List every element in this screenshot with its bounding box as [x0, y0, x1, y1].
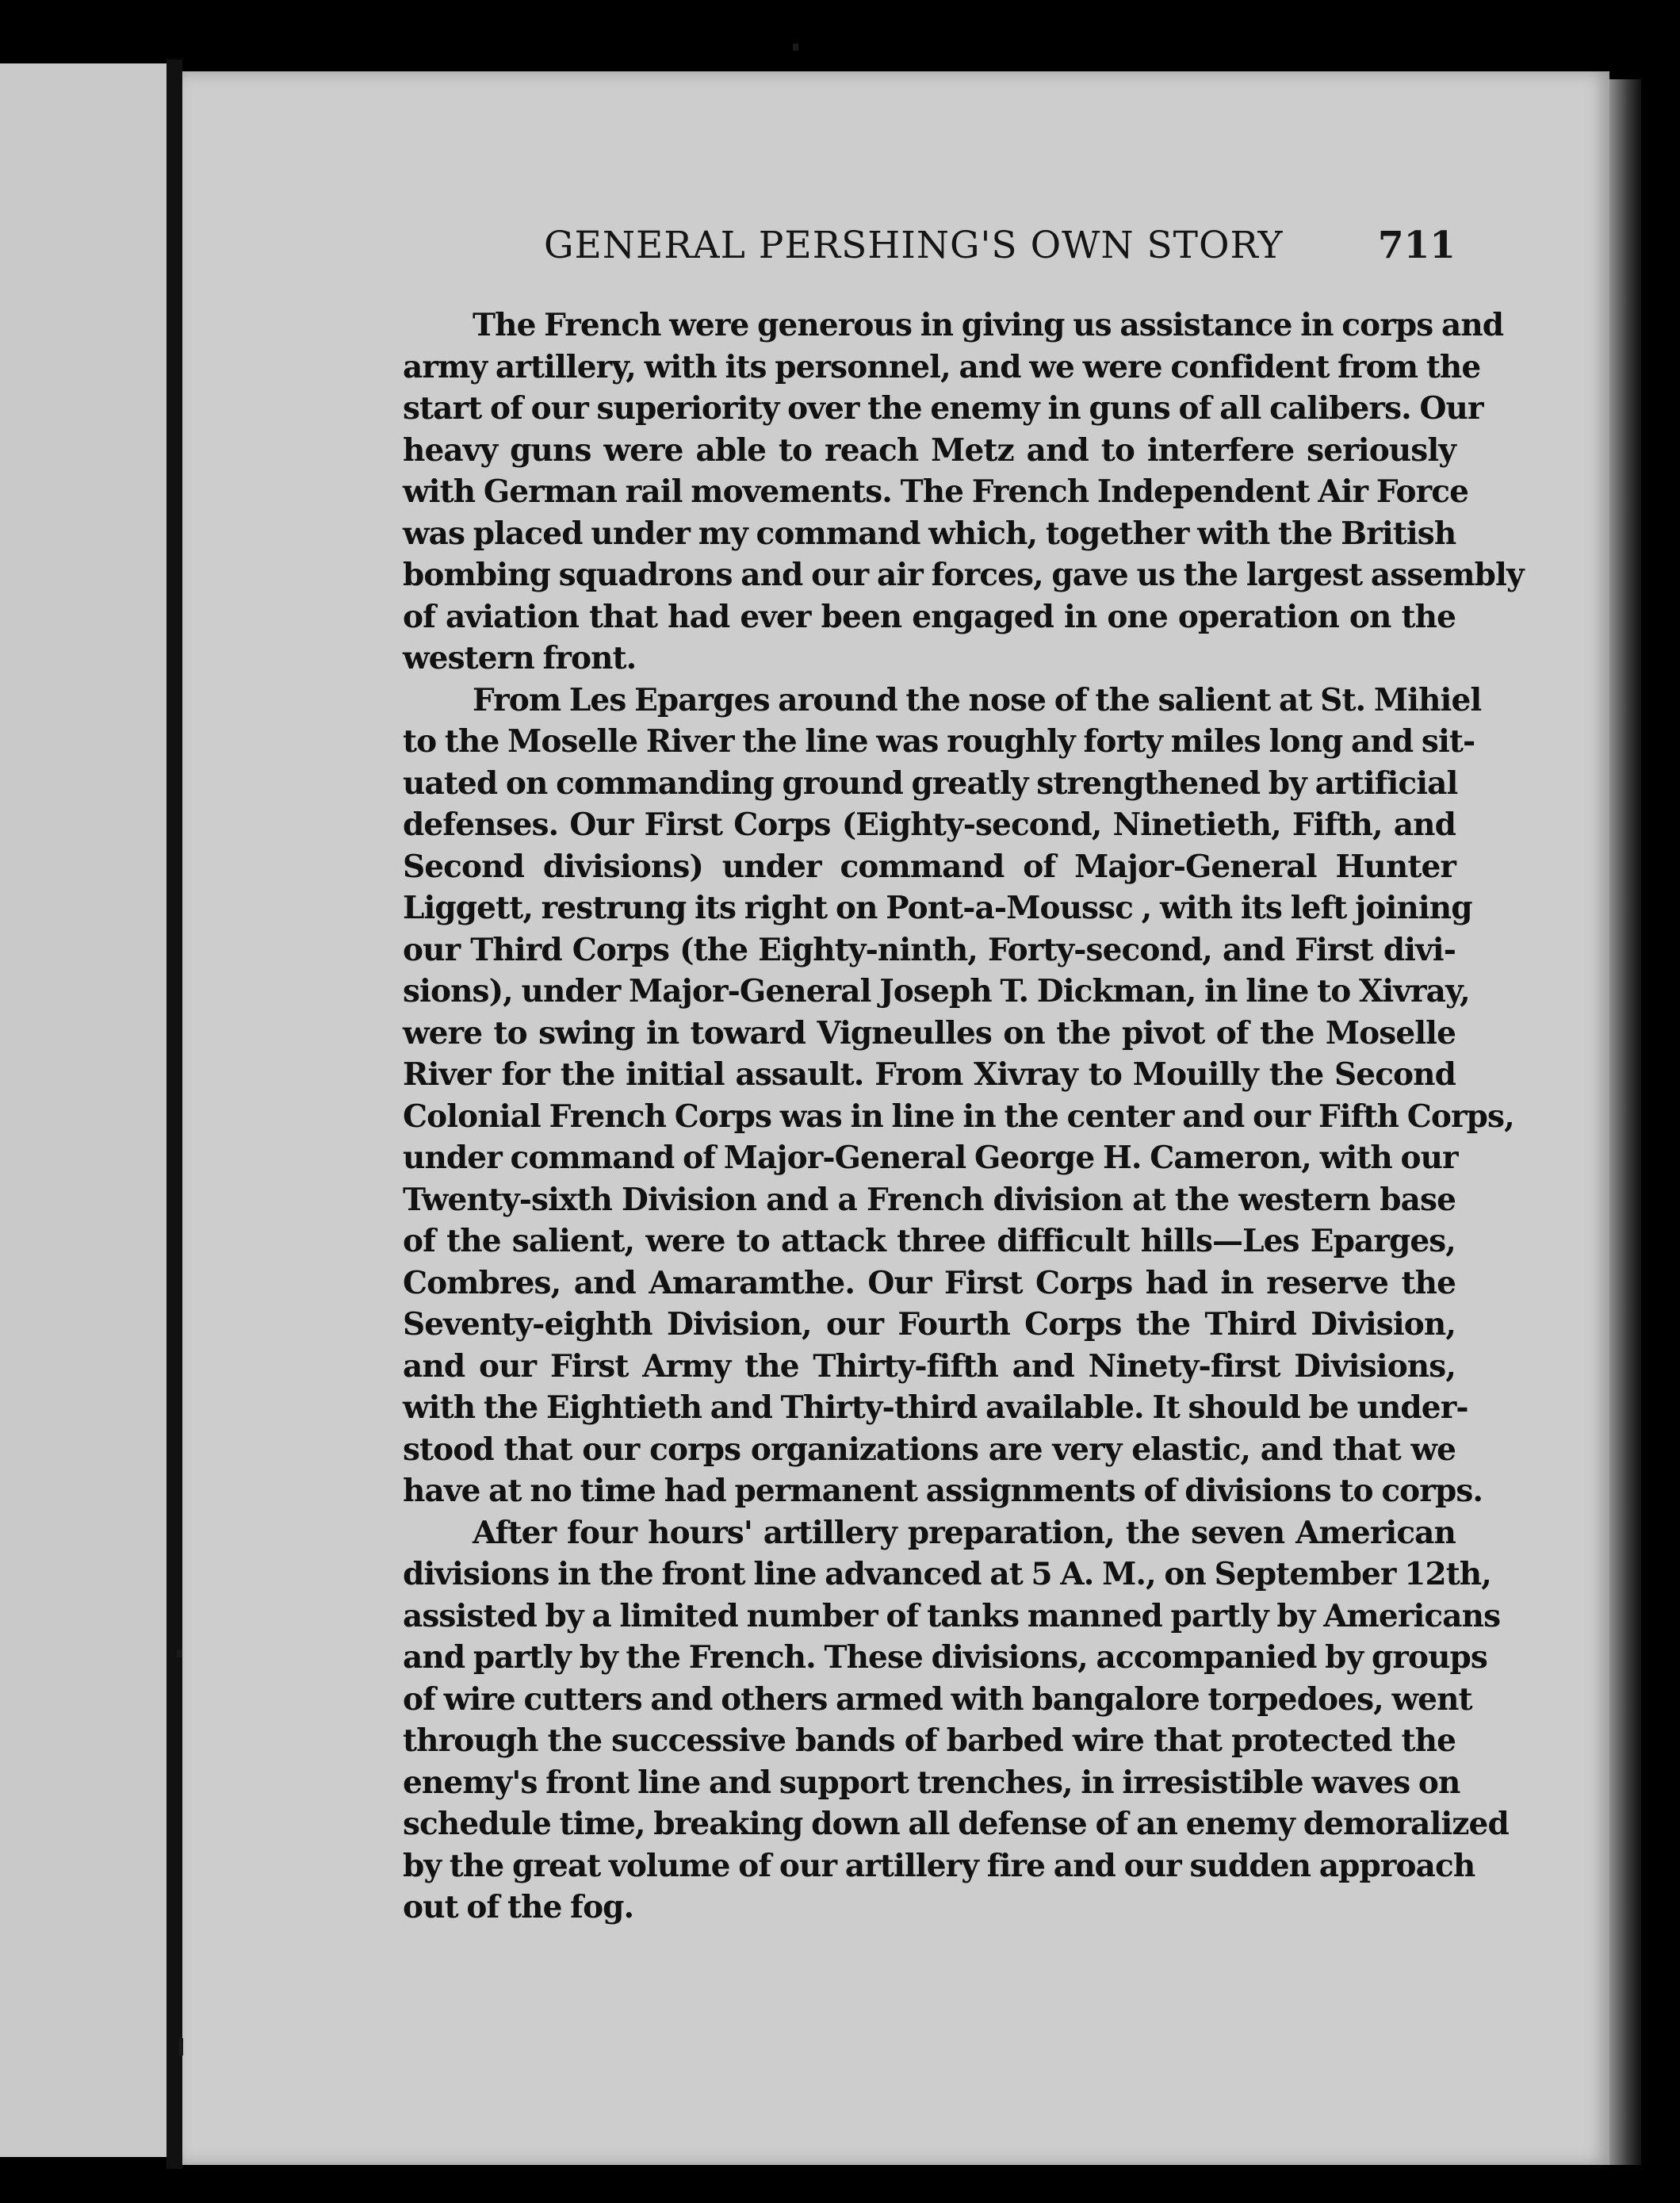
text-line: stood that our corps organizations are very elastic, and that we — [403, 1431, 1456, 1468]
text-line: were to swing in toward Vigneulles on the pivot of the Moselle — [403, 1014, 1456, 1052]
book-gutter — [166, 59, 182, 2169]
text-line: by the great volume of our artillery fire and our sudden approach — [403, 1847, 1475, 1884]
text-line: Second divisions) under command of Major-General Hunter — [403, 848, 1456, 885]
text-line: with German rail movements. The French Independent Air Force — [403, 473, 1468, 510]
running-title: GENERAL PERSHING'S OWN STORY — [544, 224, 1284, 267]
text-line: army artillery, with its personnel, and we were confident from the — [403, 348, 1481, 385]
text-line: start of our superiority over the enemy in guns of all calibers. Our — [403, 390, 1483, 427]
paragraph — [403, 1512, 1509, 1929]
text-line: was placed under my command which, together with the British — [403, 515, 1456, 552]
text-line: heavy guns were able to reach Metz and to interfere seriously — [403, 431, 1456, 469]
page-number: 711 — [1377, 224, 1456, 267]
text-line: of aviation that had ever been engaged in one operation on the — [403, 598, 1456, 635]
text-line: under command of Major-General George H. Cameron, with our — [403, 1140, 1458, 1176]
text-line: and our First Army the Thirty-fifth and Ninety-first Divisions, — [403, 1347, 1456, 1385]
ink-speck — [793, 44, 798, 51]
text-line: schedule time, breaking down all defense of an enemy demoralized — [403, 1806, 1509, 1842]
text-line: The French were generous in giving us assistance in corps and — [473, 307, 1504, 343]
text-line: western front. — [403, 640, 637, 676]
text-line: of the salient, were to attack three difficult hills—Les Eparges, — [403, 1223, 1456, 1259]
text-line: Liggett, restrung its right on Pont-a-Moussc , with its left joining — [403, 890, 1472, 926]
paragraph — [403, 680, 1514, 1512]
text-line: through the successive bands of barbed wire that protected the — [403, 1722, 1456, 1759]
text-line: have at no time had permanent assignments of divisions to corps. — [403, 1473, 1483, 1509]
text-line: Colonial French Corps was in line in the center and our Fifth Corps, — [403, 1098, 1514, 1135]
page-edge-shadow — [1609, 79, 1641, 2165]
left-page-edge — [0, 63, 166, 2157]
text-line: defenses. Our First Corps (Eighty-second, Ninetieth, Fifth, and — [403, 806, 1456, 843]
text-line: divisions in the front line advanced at 5 A. M., on September 12th, — [403, 1556, 1491, 1592]
text-line: to the Moselle River the line was roughly forty miles long and sit- — [403, 723, 1475, 760]
text-line: From Les Eparges around the nose of the salient at St. Mihiel — [473, 681, 1482, 718]
text-line: and partly by the French. These divisions, accompanied by groups — [403, 1639, 1487, 1676]
text-line: bombing squadrons and our air forces, gave us the largest assembly — [403, 557, 1524, 593]
text-line: sions), under Major-General Joseph T. Dickman, in line to Xivray, — [403, 973, 1470, 1010]
paragraph — [403, 305, 1524, 680]
text-line: Combres, and Amaramthe. Our First Corps had in reserve the — [403, 1264, 1456, 1301]
text-line: After four hours' artillery preparation, the seven American — [473, 1514, 1456, 1551]
running-header — [362, 224, 1456, 271]
text-line: with the Eightieth and Thirty-third available. It should be under- — [403, 1389, 1468, 1426]
text-line: River for the initial assault. From Xivray to Mouilly the Second — [403, 1056, 1456, 1093]
text-line: Seventy-eighth Division, our Fourth Corps the Third Division, — [403, 1306, 1456, 1343]
ink-speck — [179, 2038, 183, 2055]
text-line: uated on commanding ground greatly strengthened by artificial — [403, 764, 1458, 802]
body-text — [403, 305, 1524, 1929]
text-line: assisted by a limited number of tanks manned partly by Americans — [403, 1597, 1501, 1634]
ink-speck — [177, 1649, 182, 1657]
text-line: Twenty-sixth Division and a French division at the western base — [403, 1181, 1456, 1218]
text-line: out of the fog. — [403, 1889, 634, 1925]
text-line: enemy's front line and support trenches, in irresistible waves on — [403, 1764, 1460, 1801]
text-line: our Third Corps (the Eighty-ninth, Forty-second, and First divi- — [403, 931, 1456, 968]
text-line: of wire cutters and others armed with bangalore torpedoes, went — [403, 1680, 1472, 1718]
